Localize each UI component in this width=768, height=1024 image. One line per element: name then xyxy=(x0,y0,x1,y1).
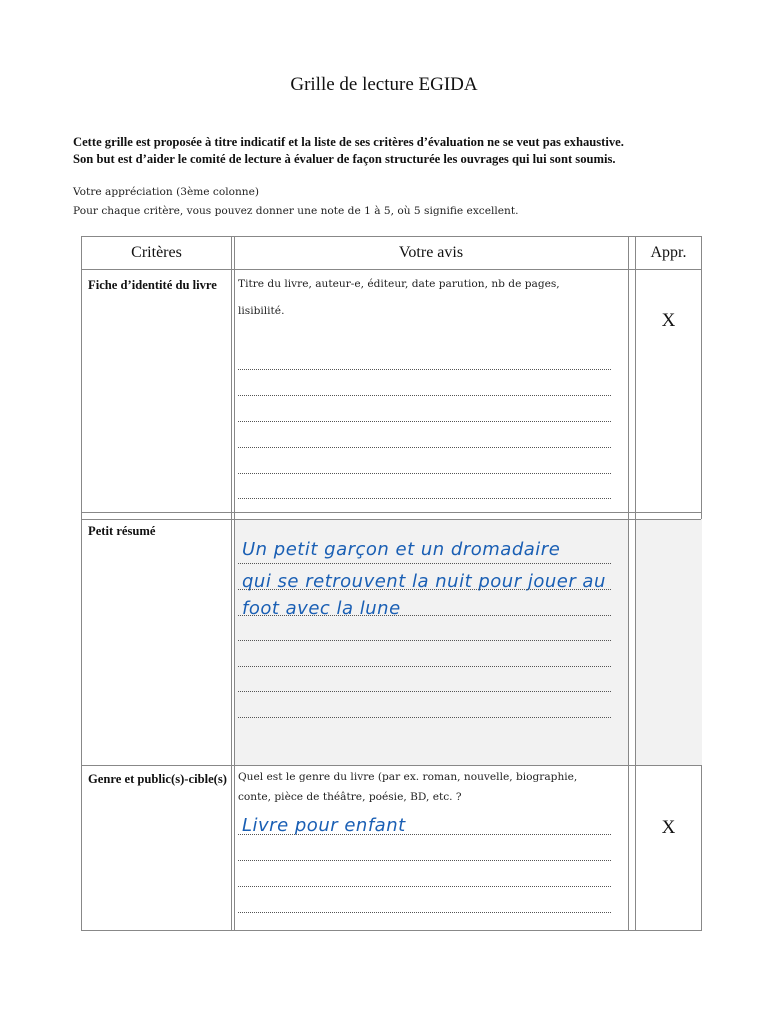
answer-line[interactable] xyxy=(238,639,611,641)
prompt-fiche-line-2: lisibilité. xyxy=(238,305,285,317)
row-divider xyxy=(82,519,701,520)
reading-grid-table xyxy=(81,236,702,931)
column-divider xyxy=(234,237,235,930)
row-divider xyxy=(82,512,701,513)
header-votre-avis: Votre avis xyxy=(398,244,464,261)
answer-line[interactable] xyxy=(238,497,611,499)
appr-mark-genre: X xyxy=(661,817,676,838)
instructions-line-1: Votre appréciation (3ème colonne) xyxy=(73,186,260,198)
handwriting-resume-line-1: Un petit garçon et un dromadaire xyxy=(242,539,561,560)
answer-line[interactable] xyxy=(238,665,611,667)
answer-line[interactable] xyxy=(238,394,611,396)
handwriting-genre: Livre pour enfant xyxy=(242,815,406,836)
column-divider xyxy=(231,237,232,930)
page-title: Grille de lecture EGIDA xyxy=(290,74,478,95)
instructions-line-2: Pour chaque critère, vous pouvez donner une note de 1 à 5, où 5 signifie excellent. xyxy=(73,205,519,217)
answer-line[interactable] xyxy=(238,614,611,616)
answer-line[interactable] xyxy=(238,833,611,835)
criterion-petit-resume: Petit résumé xyxy=(88,524,156,538)
answer-line[interactable] xyxy=(238,472,611,474)
answer-line[interactable] xyxy=(238,859,611,861)
criterion-fiche-identite: Fiche d’identité du livre xyxy=(88,278,217,292)
criterion-genre-public: Genre et public(s)-cible(s) xyxy=(88,772,227,786)
answer-line[interactable] xyxy=(238,911,611,913)
answer-line[interactable] xyxy=(238,885,611,887)
intro-text xyxy=(73,134,713,168)
appr-mark-fiche: X xyxy=(661,310,676,331)
handwriting-resume-line-3: foot avec la lune xyxy=(242,598,401,619)
prompt-fiche-line-1: Titre du livre, auteur-e, éditeur, date parution, nb de pages, xyxy=(238,278,560,290)
answer-line[interactable] xyxy=(238,562,611,564)
answer-line[interactable] xyxy=(238,368,611,370)
answer-line[interactable] xyxy=(238,716,611,718)
handwriting-resume-line-2: qui se retrouvent la nuit pour jouer au xyxy=(242,571,606,592)
intro-line-1: Cette grille est proposée à titre indicatif et la liste de ses critères d’évaluation ne se veut pas exhaustive. xyxy=(73,135,624,149)
row-divider xyxy=(82,269,701,270)
answer-line[interactable] xyxy=(238,588,611,590)
answer-line[interactable] xyxy=(238,420,611,422)
answer-line[interactable] xyxy=(238,690,611,692)
row-divider xyxy=(82,765,701,766)
prompt-genre-line-2: conte, pièce de théâtre, poésie, BD, etc. ? xyxy=(238,791,462,803)
answer-line[interactable] xyxy=(238,446,611,448)
column-divider xyxy=(628,237,629,930)
prompt-genre-line-1: Quel est le genre du livre (par ex. roman, nouvelle, biographie, xyxy=(238,771,578,783)
header-criteres: Critères xyxy=(131,244,182,261)
resume-row-shade-appr xyxy=(635,519,702,765)
intro-line-2: Son but est d’aider le comité de lecture à évaluer de façon structurée les ouvrages qui lui sont soumis. xyxy=(73,152,616,166)
header-appr: Appr. xyxy=(650,244,687,261)
instructions-text xyxy=(73,183,713,221)
